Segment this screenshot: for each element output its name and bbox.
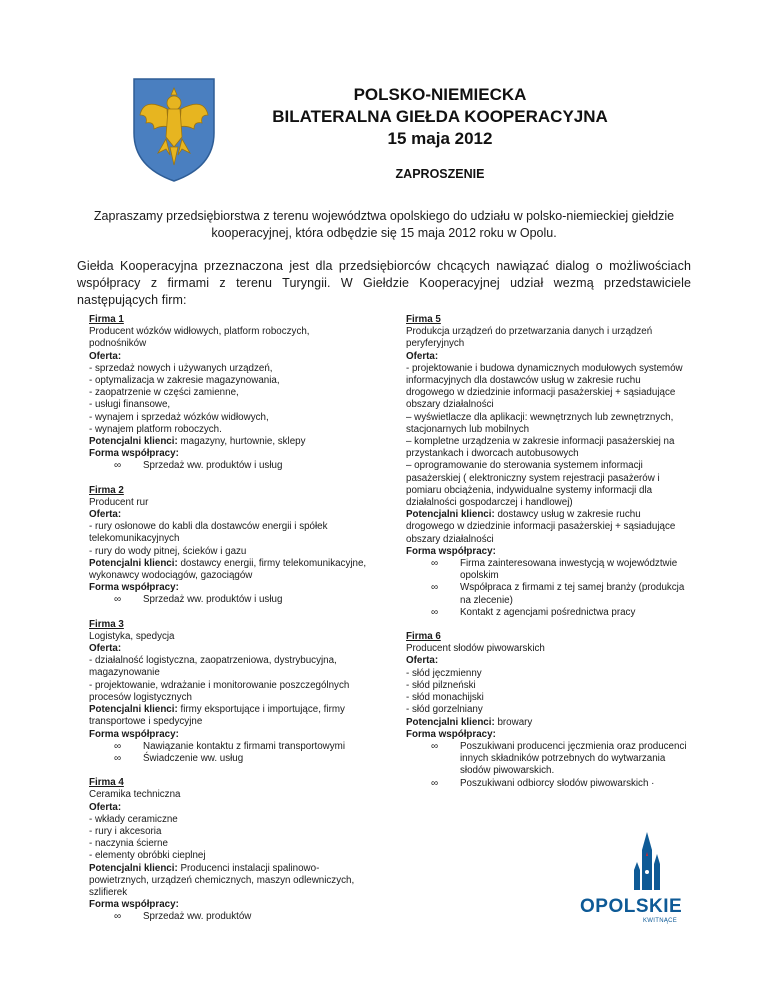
firm-entry [89,314,369,473]
cooperation-text: Współpraca z firmami z tej samej branży (produkcja na zlecenie) [460,582,685,606]
offer-label: Oferta: [406,655,439,667]
cooperation-text: Sprzedaż ww. produktów i usług [143,460,283,472]
bullet-infinity-icon: ∞ [114,740,122,752]
opole-coat-of-arms [130,75,218,185]
bullet-infinity-icon: ∞ [431,606,439,618]
cooperation-text: Sprzedaż ww. produktów i usług [143,594,283,606]
firm-title: Firma 1 [89,314,124,325]
bullet-infinity-icon: ∞ [431,582,439,594]
cooperation-item [89,460,369,472]
cooperation-item [406,607,688,619]
cooperation-list [89,594,369,606]
bullet-infinity-icon: ∞ [114,752,122,764]
offer-item: - projektowanie i budowa dynamicznych modułowych systemów informacyjnych dla dostawców usług w zakresie ruchu drogowego w dziedzinie informacji pasażerskiej + sąsiadujące obszary działalności [406,362,683,411]
invitation-heading: ZAPROSZENIE [395,167,485,181]
firm-description: Producent rur [89,496,149,508]
cooperation-item [89,594,369,606]
offer-item: - słód gorzelniany [406,704,483,716]
offer-item: - elementy obróbki cieplnej [89,850,206,862]
clients-label: Potencjalni klienci: [406,509,495,521]
offer-item: - wynajem i sprzedaż wózków widłowych, [89,411,269,423]
clients-line [89,558,369,582]
firm-entry [406,314,688,619]
intro-text: Zapraszamy przedsiębiorstwa z terenu województwa opolskiego do udziału w polsko-niemieckiej giełdzie kooperacyjnej, która odbędzie się 15 maja 2012 roku w Opolu. [93,209,675,240]
logo-wordmark: OPOLSKIE [580,896,683,917]
offer-item: - zaopatrzenie w części zamienne, [89,387,239,399]
clients-value: dostawcy energii, firmy telekomunikacyjne, wykonawcy wodociągów, gazociągów [89,557,367,582]
cooperation-label: Forma współpracy: [89,899,179,911]
offer-label: Oferta: [89,801,122,813]
firm-description: Producent wózków widłowych, platform roboczych, podnośników [89,326,310,350]
clients-line [89,863,369,900]
cooperation-text: Poszukiwani odbiorcy słodów piwowarskich · [460,777,655,789]
offer-item: - rury do wody pitnej, ścieków i gazu [89,545,247,557]
cooperation-item [406,582,688,606]
clients-label: Potencjalni klienci: [89,436,178,448]
offer-label: Oferta: [89,643,122,655]
cooperation-list [406,558,688,619]
cooperation-label: Forma współpracy: [406,545,496,557]
firm-title: Firma 4 [89,777,124,789]
cooperation-list [89,741,369,765]
cooperation-list [89,460,369,472]
offer-label: Oferta: [89,350,122,362]
offer-item: - rury osłonowe do kabli dla dostawców energii i spółek telekomunikacyjnych [89,521,328,545]
offer-item: - słód monachijski [406,692,484,704]
bullet-infinity-icon: ∞ [431,740,439,752]
cooperation-list [89,911,369,923]
offer-item: - sprzedaż nowych i używanych urządzeń, [89,362,273,374]
bullet-infinity-icon: ∞ [431,777,439,789]
firm-title: Firma 3 [89,618,124,630]
cooperation-text: Kontakt z agencjami pośrednictwa pracy [460,606,636,618]
offer-item: – kompletne urządzenia w zakresie informacji pasażerskiej na przystankach i dworcach autobusowych [406,436,675,460]
event-title [250,84,630,150]
logo-tagline: KWITNĄCE [643,918,678,924]
offer-item: - działalność logistyczna, zaopatrzeniowa, dystrybucyjna, magazynowanie [89,655,337,679]
offer-item: - optymalizacja w zakresie magazynowania, [89,375,280,387]
firm-description: Producent słodów piwowarskich [406,643,545,655]
firm-title: Firma 5 [406,314,441,325]
firm-entry [406,631,688,790]
bullet-infinity-icon: ∞ [114,460,122,472]
cooperation-item [89,741,369,753]
cooperation-text: Nawiązanie kontaktu z firmami transportowymi [143,740,345,752]
cooperation-label: Forma współpracy: [89,728,179,740]
cooperation-text: Poszukiwani producenci jęczmienia oraz producenci innych składników potrzebnych do wytwarzania słodów piwowarskich. [460,740,687,777]
cooperation-text: Firma zainteresowana inwestycją w województwie opolskim [460,558,678,582]
cooperation-item [89,753,369,765]
firm-entry [89,619,369,765]
offer-item: - słód jęczmienny [406,667,482,679]
clients-line [89,436,369,448]
firms-right-column [406,314,688,802]
clients-value: dostawcy usług w zakresie ruchu drogowego w dziedzinie informacji pasażerskiej + sąsiadujące obszary działalności [406,509,676,545]
clients-label: Potencjalni klienci: [89,557,178,569]
clients-line [406,509,688,546]
offer-item: - wynajem platform roboczych. [89,423,222,435]
offer-item: – wyświetlacze dla aplikacji: wewnętrznych lub zewnętrznych, stacjonarnych lub mobilnych [406,411,674,435]
cooperation-label: Forma współpracy: [406,728,496,740]
cooperation-list [406,741,688,790]
cooperation-item [89,911,369,923]
offer-item: - wkłady ceramiczne [89,813,178,825]
firm-description: Produkcja urządzeń do przetwarzania danych i urządzeń peryferyjnych [406,326,653,350]
clients-value: firmy eksportujące i importujące, firmy transportowe i spedycyjne [89,704,345,728]
offer-label: Oferta: [89,509,122,521]
clients-line [406,717,688,729]
bullet-infinity-icon: ∞ [114,594,122,606]
title-date: 15 maja 2012 [387,129,493,148]
cooperation-item [406,741,688,778]
title-line-1: POLSKO-NIEMIECKA [353,85,527,104]
opolskie-logo [578,830,688,950]
firms-left-column [89,314,369,936]
firm-entry [89,777,369,923]
description-paragraph: Giełda Kooperacyjna przeznaczona jest dla przedsiębiorców chcących nawiązać dialog o możliwościach współpracy z firmami z terenu Turyngii. W Giełdzie Kooperacyjnej udział wezmą przedstawiciele następujących firm: [77,259,691,307]
bullet-infinity-icon: ∞ [431,558,439,570]
clients-value: browary [494,716,533,728]
offer-item: - rury i akcesoria [89,825,162,837]
offer-item: - naczynia ścierne [89,838,168,850]
clients-value: magazyny, hurtownie, sklepy [177,436,306,448]
cooperation-item [406,778,688,790]
offer-item: - usługi finansowe, [89,399,171,411]
clients-label: Potencjalni klienci: [89,862,178,874]
offer-item: – oprogramowanie do sterowania systemem informacji pasażerskiej ( elektroniczny system rejestracji pasażerów i pomiaru obciążenia, indywidualne systemy informacji dla działalności gospodarczej i handlowej) [406,460,660,509]
cooperation-text: Sprzedaż ww. produktów [143,911,252,923]
title-line-2: BILATERALNA GIEŁDA KOOPERACYJNA [272,107,608,126]
offer-label: Oferta: [406,350,439,362]
clients-label: Potencjalni klienci: [89,704,178,716]
firm-entry [89,485,369,607]
cooperation-label: Forma współpracy: [89,448,179,460]
clients-label: Potencjalni klienci: [406,716,495,728]
firm-title: Firma 6 [406,631,441,643]
cooperation-label: Forma współpracy: [89,582,179,594]
offer-item: - słód pilzneński [406,679,476,691]
firm-title: Firma 2 [89,484,124,496]
clients-value: Producenci instalacji spalinowo-powietrznych, urządzeń chemicznych, maszyn odlewniczych, szlifierek [89,862,355,898]
clients-line [89,704,369,728]
bullet-infinity-icon: ∞ [114,911,122,923]
cooperation-text: Świadczenie ww. usług [143,752,244,764]
cooperation-item [406,558,688,582]
firm-description: Ceramika techniczna [89,789,181,801]
offer-item: - projektowanie, wdrażanie i monitorowanie poszczególnych procesów logistycznych [89,679,350,703]
firm-description: Logistyka, spedycja [89,630,175,642]
